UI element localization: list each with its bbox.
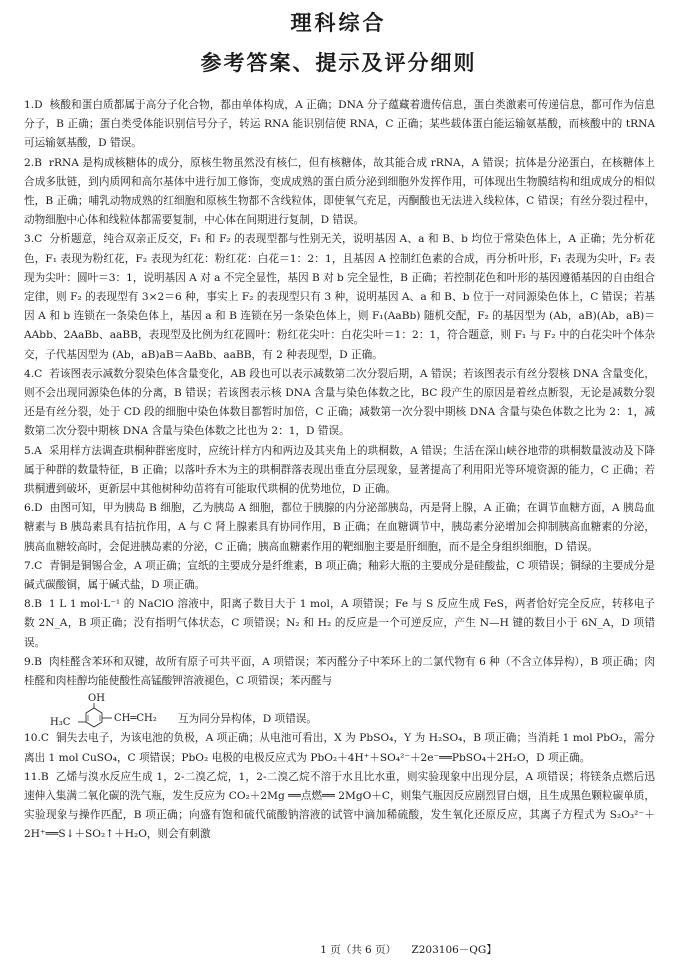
answer-letter: B: [34, 655, 42, 668]
answer-list: [24, 96, 655, 845]
answer-explanation: 若该图表示减数分裂染色体含量变化，AB 段也可以表示减数第二次分裂后期，A 错误；若该图表示有丝分裂核 DNA 含量变化，则不会出现同源染色体的分离，B 错误；若该图表示核 DNA 含量与染色体数之比，BC 段产生的原因是着丝点断裂，无论是减数分裂还是有丝分裂，处于 CD 段的细胞中染色体数目都暂时加倍，C 正确；减数第一次分裂中期核 DNA 含量与染色体数之比为 2：1，减数第二次分裂中期核 DNA 含量与染色体数之比也为 2：1，D 错误。: [24, 367, 655, 438]
answer-explanation: 乙烯与溴水反应生成 1，2-二溴乙烷，1，2-二溴乙烷不溶于水且比水重，则实验现象中出现分层，A 项错误；将镁条点燃后迅速伸入集满二氧化碳的洗气瓶，发生反应为 CO₂＋2Mg ══点燃══ 2MgO＋C，则集气瓶因反应剧烈冒白烟，且生成黑色颗粒碳单质，实验现象与操作匹配，B 项正确；向盛有饱和硫代硫酸钠溶液的试管中滴加稀硫酸，发生氧化还原反应，其离子方程式为 S₂O₃²⁻＋2H⁺══S↓＋SO₂↑＋H₂O，则会有刺激: [24, 770, 655, 841]
answer-letter: B: [34, 598, 42, 611]
page-footer: [0, 942, 677, 957]
answer-item-6: 6.D 由图可知，甲为胰岛 B 细胞，乙为胰岛 A 细胞，都位于胰腺的内分泌部胰岛，丙是肾上腺，A 正确；在调节血糖方面，A 胰岛血糖素与 B 胰岛素具有拮抗作用，A 与 C 肾上腺素具有协同作用，B 正确；在血糖调节中，胰岛素分泌增加会抑制胰高血糖素的分泌，胰高血糖较高时，会促进胰岛素的分泌，C 正确；胰高血糖素作用的靶细胞主要是肝细胞，而不是全身组织细胞，D 错误。: [24, 502, 655, 553]
answer-letter: B: [34, 156, 42, 169]
answer-item-3: 3.C 分析题意，纯合双亲正反交，F₁ 和 F₂ 的表现型都与性别无关，说明基因 A、a 和 B、b 均位于常染色体上，A 正确；先分析花色，F₁ 表现为粉红花，F₂ 表现为红花：粉红花：白花＝1：2：1，且基因 A 控制红色素的合成，再分析叶形，F₁ 表现为尖叶，F₂ 表现为尖叶：圆叶＝3：1，说明基因 A 对 a 不完全显性，基因 B 对 b 完全显性，B 正确；若控制花色和叶形的基因遵循基因的自由组合定律，则 F₂ 的表现型有 3×2＝6 种，事实上 F₂ 的表现型只有 3 种，说明基因 A、a 和 B、b 位于一对同源染色体上，C 错误；若基因 A 和 b 连锁在一条染色体上，基因 a 和 B 连锁在另一条染色体上，则 F₁(AaBb) 随机交配，F₂ 的基因型为 (Ab，aB)(Ab，aB)＝AAbb、2AaBb、aaBB，表现型及比例为红花圆叶：粉红花尖叶：白花尖叶＝1：2：1，符合题意，则 F₁ 与 F₂ 中的白花尖叶个体杂交，子代基因型为 (Ab，aB)aB＝AaBb、aaBB，有 2 种表现型，D 正确。: [24, 233, 655, 361]
page-number: 1 页（共 6 页）: [320, 944, 397, 956]
answer-letter: C: [34, 367, 43, 380]
answer-item-10: 10.C 铜失去电子，为该电池的负极，A 项正确；从电池可看出，X 为 PbSO₄，Y 为 H₂SO₄，B 项正确；当消耗 1 mol PbO₂，需分离出 1 mol CuSO₄，C 项错误；PbO₂ 电极的电极反应式为 PbO₂＋4H⁺＋SO₄²⁻＋2e⁻══PbSO₄＋2H₂O，D 项正确。: [24, 732, 655, 764]
answer-letter: C: [40, 732, 49, 745]
answer-item-1: 1.D 核酸和蛋白质都属于高分子化合物，都由单体构成，A 正确；DNA 分子蕴藏着遗传信息，蛋白类激素可传递信息，都可作为信息分子，B 正确；蛋白类受体能识别信号分子，转运 RNA 能识别信使 RNA，C 正确；某些载体蛋白能运输氨基酸，而核酸中的 tRNA 可运输氨基酸，D 错误。: [24, 99, 655, 150]
answer-letter: C: [34, 233, 43, 246]
page-title: 理科综合: [290, 10, 387, 35]
structural-formula: [44, 691, 174, 729]
answer-item-7: 7.C 青铜是铜锡合金，A 项正确；宣纸的主要成分是纤维素，B 项正确；釉彩大瓶的主要成分是硅酸盐，C 项错误；铜绿的主要成分是碱式碳酸铜，属于碱式盐，D 项正确。: [24, 559, 655, 592]
structure-note: 互为同分异构体，D 项错误。: [178, 713, 317, 726]
methyl-label: H₃C: [50, 717, 71, 729]
hydroxyl-label: OH: [88, 693, 105, 705]
answer-letter: B: [40, 770, 49, 783]
answer-explanation: 1 L 1 mol·L⁻¹ 的 NaClO 溶液中，阳离子数目大于 1 mol，A 项错误；Fe 与 S 反应生成 FeS，两者恰好完全反应，转移电子数 2N_A，B 项正确；没有指明气体状态，C 项错误；N₂ 和 H₂ 的反应是一个可逆反应，产生 N—H 键的数目小于 6N_A，D 项错误。: [24, 598, 655, 649]
answer-item-5: 5.A 采用样方法调查珙桐种群密度时，应统计样方内和两边及其夹角上的珙桐数，A 错误；生活在深山峡谷地带的珙桐数量波动及下降属于种群的数量特征，B 正确；以落叶乔木为主的珙桐群落表现出垂直分层现象，显著提高了利用阳光等环境资源的能力，C 正确；若珙桐遭到破坏，更新层中其他树种幼苗将有可能取代珙桐的优势地位，D 正确。: [24, 444, 655, 496]
answer-item-9: 9.B 肉桂醛含苯环和双键，故所有原子可共平面，A 项错误；苯丙醛分子中苯环上的二氯代物有 6 种（不含立体异构），B 项正确；肉桂醛和肉桂醇均能使酸性高锰酸钾溶液褪色，C 项错误；苯丙醛与: [24, 655, 655, 688]
benzene-ring: [86, 708, 102, 727]
answer-item-4: 4.C 若该图表示减数分裂染色体含量变化，AB 段也可以表示减数第二次分裂后期，A 错误；若该图表示有丝分裂核 DNA 含量变化，则不会出现同源染色体的分离，B 错误；若该图表示核 DNA 含量与染色体数之比，BC 段产生的原因是着丝点断裂，无论是减数分裂还是有丝分裂，处于 CD 段的细胞中染色体数目都暂时加倍，C 正确；减数第一次分裂中期核 DNA 含量与染色体数之比为 2：1，减数第二次分裂中期核 DNA 含量与染色体数之比也为 2：1，D 错误。: [24, 367, 655, 438]
answer-explanation: 青铜是铜锡合金，A 项正确；宣纸的主要成分是纤维素，B 项正确；釉彩大瓶的主要成分是硅酸盐，C 项错误；铜绿的主要成分是碱式碳酸铜，属于碱式盐，D 项正确。: [24, 559, 655, 592]
vinyl-label: CH═CH₂: [114, 713, 157, 725]
page-subtitle: 参考答案、提示及评分细则: [200, 50, 477, 75]
answer-letter: A: [34, 444, 42, 457]
answer-explanation: 采用样方法调查珙桐种群密度时，应统计样方内和两边及其夹角上的珙桐数，A 错误；生活在深山峡谷地带的珙桐数量波动及下降属于种群的数量特征，B 正确；以落叶乔木为主的珙桐群落表现出垂直分层现象，显著提高了利用阳光等环境资源的能力，C 正确；若珙桐遭到破坏，更新层中其他树种幼苗将有可能取代珙桐的优势地位，D 正确。: [24, 444, 655, 496]
answer-letter: C: [34, 559, 43, 572]
structural-formula-row: [24, 691, 655, 729]
answer-letter: D: [34, 502, 43, 515]
header: [0, 0, 677, 78]
answer-letter: D: [34, 99, 43, 111]
doc-code: Z203106－QG】: [411, 944, 497, 956]
answer-item-8: 8.B 1 L 1 mol·L⁻¹ 的 NaClO 溶液中，阳离子数目大于 1 mol，A 项错误；Fe 与 S 反应生成 FeS，两者恰好完全反应，转移电子数 2N_A，B 项正确；没有指明气体状态，C 项错误；N₂ 和 H₂ 的反应是一个可逆反应，产生 N—H 键的数目小于 6N_A，D 项错误。: [24, 598, 655, 649]
answer-explanation: 铜失去电子，为该电池的负极，A 项正确；从电池可看出，X 为 PbSO₄，Y 为 H₂SO₄，B 项正确；当消耗 1 mol PbO₂，需分离出 1 mol CuSO₄，C 项错误；PbO₂ 电极的电极反应式为 PbO₂＋4H⁺＋SO₄²⁻＋2e⁻══PbSO₄＋2H₂O，D 项正确。: [24, 732, 655, 764]
answer-explanation: 分析题意，纯合双亲正反交，F₁ 和 F₂ 的表现型都与性别无关，说明基因 A、a 和 B、b 均位于常染色体上，A 正确；先分析花色，F₁ 表现为粉红花，F₂ 表现为红花：粉红花：白花＝1：2：1，且基因 A 控制红色素的合成，再分析叶形，F₁ 表现为尖叶，F₂ 表现为尖叶：圆叶＝3：1，说明基因 A 对 a 不完全显性，基因 B 对 b 完全显性，B 正确；若控制花色和叶形的基因遵循基因的自由组合定律，则 F₂ 的表现型有 3×2＝6 种，事实上 F₂ 的表现型只有 3 种，说明基因 A、a 和 B、b 位于一对同源染色体上，C 错误；若基因 A 和 b 连锁在一条染色体上，基因 a 和 B 连锁在另一条染色体上，则 F₁(AaBb) 随机交配，F₂ 的基因型为 (Ab，aB)(Ab，aB)＝AAbb、2AaBb、aaBB，表现型及比例为红花圆叶：粉红花尖叶：白花尖叶＝1：2：1，符合题意，则 F₁ 与 F₂ 中的白花尖叶个体杂交，子代基因型为 (Ab，aB)aB＝AaBb、aaBB，有 2 种表现型，D 正确。: [24, 233, 655, 361]
answer-explanation: 由图可知，甲为胰岛 B 细胞，乙为胰岛 A 细胞，都位于胰腺的内分泌部胰岛，丙是肾上腺，A 正确；在调节血糖方面，A 胰岛血糖素与 B 胰岛素具有拮抗作用，A 与 C 肾上腺素具有协同作用，B 正确；在血糖调节中，胰岛素分泌增加会抑制胰高血糖素的分泌，胰高血糖较高时，会促进胰岛素的分泌，C 正确；胰高血糖素作用的靶细胞主要是肝细胞，而不是全身组织细胞，D 错误。: [24, 502, 655, 553]
answer-explanation: rRNA 是构成核糖体的成分，原核生物虽然没有核仁，但有核糖体，故其能合成 rRNA，A 错误；抗体是分泌蛋白，在核糖体上合成多肽链，到内质网和高尔基体中进行加工修饰，变成成熟的蛋白质分泌到细胞外发挥作用，可体现出生物膜结构和组成成分的相似性，B 正确；哺乳动物成熟的红细胞和原核生物都不含线粒体，即使氧气充足，丙酮酸也无法进入线粒体，C 错误；有丝分裂过程中，动物细胞中心体和线粒体都需要复制，中心体在间期进行复制，D 错误。: [24, 156, 655, 227]
answer-explanation: 核酸和蛋白质都属于高分子化合物，都由单体构成，A 正确；DNA 分子蕴藏着遗传信息，蛋白类激素可传递信息，都可作为信息分子，B 正确；蛋白类受体能识别信号分子，转运 RNA 能识别信使 RNA，C 正确；某些载体蛋白能运输氨基酸，而核酸中的 tRNA 可运输氨基酸，D 错误。: [24, 99, 655, 150]
answer-item-11: 11.B 乙烯与溴水反应生成 1，2-二溴乙烷，1，2-二溴乙烷不溶于水且比水重，则实验现象中出现分层，A 项错误；将镁条点燃后迅速伸入集满二氧化碳的洗气瓶，发生反应为 CO₂＋2Mg ══点燃══ 2MgO＋C，则集气瓶因反应剧烈冒白烟，且生成黑色颗粒碳单质，实验现象与操作匹配，B 项正确；向盛有饱和硫代硫酸钠溶液的试管中滴加稀硫酸，发生氧化还原反应，其离子方程式为 S₂O₃²⁻＋2H⁺══S↓＋SO₂↑＋H₂O，则会有刺激: [24, 770, 655, 841]
answer-item-2: 2.B rRNA 是构成核糖体的成分，原核生物虽然没有核仁，但有核糖体，故其能合成 rRNA，A 错误；抗体是分泌蛋白，在核糖体上合成多肽链，到内质网和高尔基体中进行加工修饰，变成成熟的蛋白质分泌到细胞外发挥作用，可体现出生物膜结构和组成成分的相似性，B 正确；哺乳动物成熟的红细胞和原核生物都不含线粒体，即使氧气充足，丙酮酸也无法进入线粒体，C 错误；有丝分裂过程中，动物细胞中心体和线粒体都需要复制，中心体在间期进行复制，D 错误。: [24, 156, 655, 227]
answer-explanation: 肉桂醛含苯环和双键，故所有原子可共平面，A 项错误；苯丙醛分子中苯环上的二氯代物有 6 种（不含立体异构），B 项正确；肉桂醛和肉桂醇均能使酸性高锰酸钾溶液褪色，C 项错误；苯丙醛与: [24, 655, 655, 688]
